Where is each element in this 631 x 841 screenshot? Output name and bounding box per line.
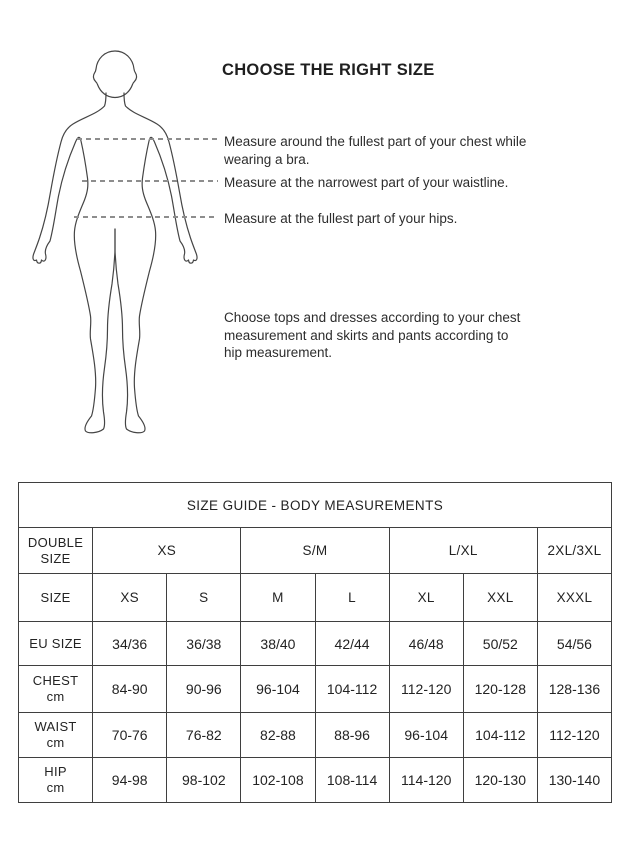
eu-size-cell: 54/56 [537,622,611,666]
chest-cell: 128-136 [537,666,611,713]
table-title: SIZE GUIDE - BODY MEASUREMENTS [19,483,612,528]
chest-row-label: CHEST cm [19,666,93,713]
waist-cell: 96-104 [389,713,463,758]
chest-cell: 112-120 [389,666,463,713]
chest-cell: 104-112 [315,666,389,713]
fit-note-line: Choose tops and dresses according to your chest [224,310,521,325]
hip-cell: 102-108 [241,758,315,803]
waist-row [19,713,612,758]
chest-row [19,666,612,713]
eu-size-cell: 36/38 [167,622,241,666]
double-size-cell: S/M [241,528,389,574]
chest-instruction-line: Measure around the fullest part of your chest while [224,134,527,149]
eu-size-cell: 34/36 [93,622,167,666]
double-size-cell: L/XL [389,528,537,574]
size-row-label: SIZE [19,574,93,622]
hip-cell: 94-98 [93,758,167,803]
eu-size-cell: 42/44 [315,622,389,666]
double-size-cell: XS [93,528,241,574]
waist-cell: 104-112 [463,713,537,758]
hip-cell: 114-120 [389,758,463,803]
size-cell: XXL [463,574,537,622]
chest-instruction [224,133,604,168]
waist-instruction-line: Measure at the narrowest part of your waistline. [224,175,509,190]
body-outline-left [33,93,115,433]
eu-size-row [19,622,612,666]
hip-cell: 130-140 [537,758,611,803]
chest-instruction-line: wearing a bra. [224,151,310,167]
size-cell: S [167,574,241,622]
eu-size-row-label: EU SIZE [19,622,93,666]
eu-size-cell: 50/52 [463,622,537,666]
size-cell: M [241,574,315,622]
fit-note-line: measurement and skirts and pants according to [224,327,509,343]
size-cell: XS [93,574,167,622]
hip-row [19,758,612,803]
chest-guide-dashed-line [77,138,218,140]
hip-instruction-line: Measure at the fullest part of your hips. [224,211,458,226]
body-outline-right [115,93,197,433]
hip-instruction [224,210,604,228]
waist-row-label: WAIST cm [19,713,93,758]
fit-note-line: hip measurement. [224,345,333,360]
waist-cell: 88-96 [315,713,389,758]
chest-cell: 84-90 [93,666,167,713]
page-title: CHOOSE THE RIGHT SIZE [222,61,435,79]
double-size-cell: 2XL/3XL [537,528,611,574]
size-cell: L [315,574,389,622]
waist-cell: 76-82 [167,713,241,758]
double-size-row-label: DOUBLE SIZE [19,528,93,574]
size-cell: XL [389,574,463,622]
hip-guide-dashed-line [74,216,218,218]
chest-cell: 90-96 [167,666,241,713]
chest-cell: 96-104 [241,666,315,713]
double-size-row [19,528,612,574]
size-row [19,574,612,622]
fit-note [224,309,604,362]
body-figure-illustration [20,40,220,440]
waist-guide-dashed-line [82,180,218,182]
table-title-row [19,483,612,528]
waist-instruction [224,174,604,192]
eu-size-cell: 46/48 [389,622,463,666]
chest-cell: 120-128 [463,666,537,713]
size-guide-table [18,482,612,803]
waist-cell: 82-88 [241,713,315,758]
hip-cell: 108-114 [315,758,389,803]
head-outline [93,51,136,98]
size-cell: XXXL [537,574,611,622]
hip-cell: 120-130 [463,758,537,803]
waist-cell: 70-76 [93,713,167,758]
hip-row-label: HIP cm [19,758,93,803]
hip-cell: 98-102 [167,758,241,803]
eu-size-cell: 38/40 [241,622,315,666]
waist-cell: 112-120 [537,713,611,758]
